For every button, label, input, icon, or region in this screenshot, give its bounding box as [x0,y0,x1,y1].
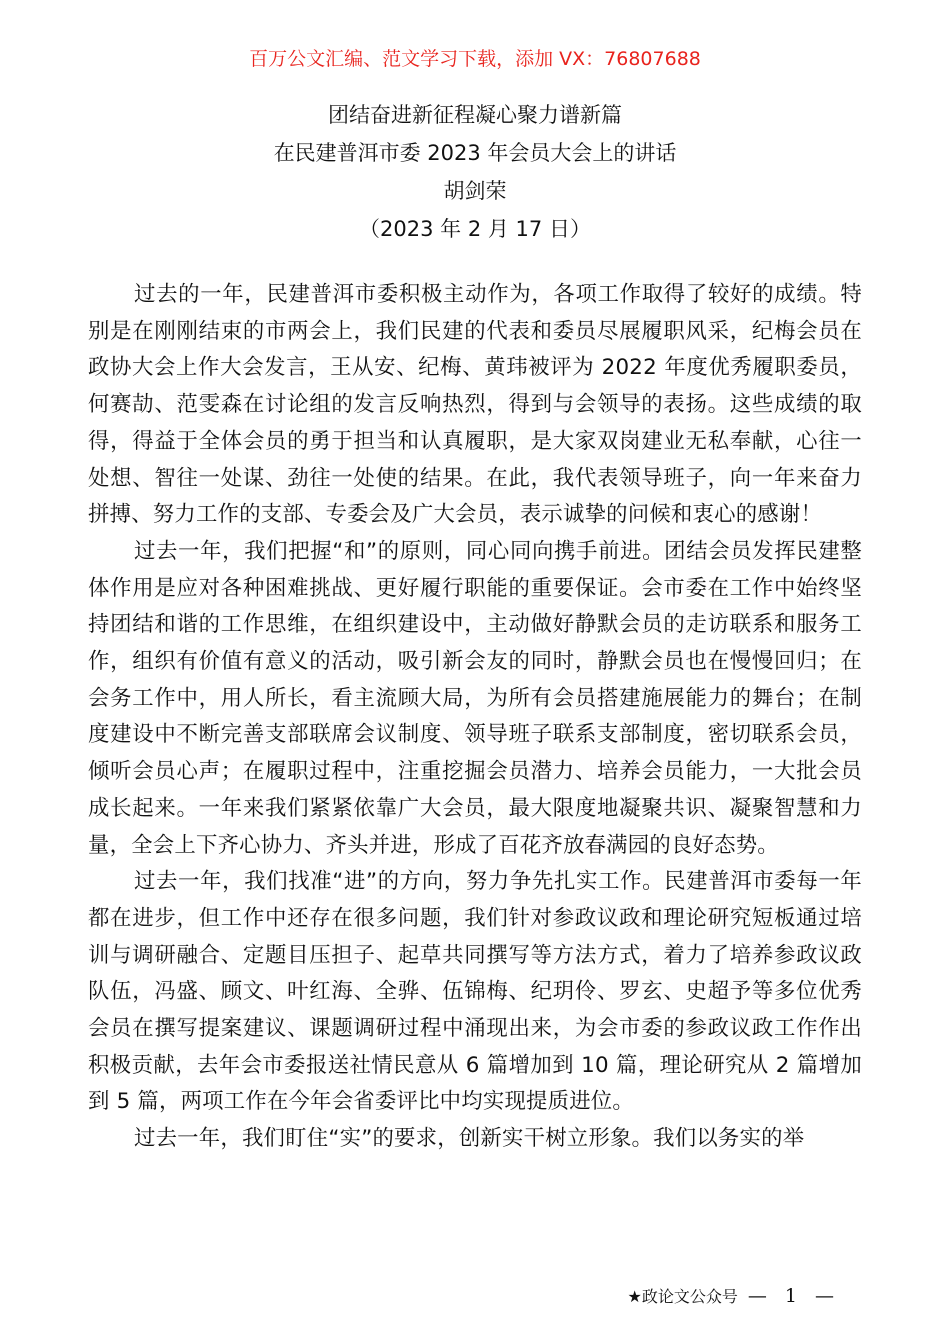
document-title: 团结奋进新征程凝心聚力谱新篇 [328,103,622,127]
document-body [88,277,862,1158]
paragraph: 过去一年，我们找准“进”的方向，努力争先扎实工作。民建普洱市委每一年都在进步，但工作中还存在很多问题，我们针对参政议政和理论研究短板通过培训与调研融合、定题目压担子、起草共同撰写等方法方式，着力了培养参政议政队伍，冯盛、顾文、叶红海、全骅、伍锦梅、纪玥伶、罗玄、史超予等多位优秀会员在撰写提案建议、课题调研过程中涌现出来，为会市委的参政议政工作作出积极贡献，去年会市委报送社情民意从 6 篇增加到 10 篇，理论研究从 2 篇增加到 5 篇，两项工作在今年会省委评比中均实现提质进位。 [88,869,862,1115]
document-subtitle: 在民建普洱市委 2023 年会员大会上的讲话 [273,141,677,165]
page-footer [627,1284,840,1309]
document-header [0,96,950,248]
banner-watermark-text: 百万公文汇编、范文学习下载，添加 VX：76807688 [249,48,701,70]
paragraph: 过去一年，我们把握“和”的原则，同心同向携手前进。团结会员发挥民建整体作用是应对各种困难挑战、更好履行职能的重要保证。会市委在工作中始终坚持团结和谐的工作思维，在组织建设中，主动做好静默会员的走访联系和服务工作，组织有价值有意义的活动，吸引新会友的同时，静默会员也在慢慢回归；在会务工作中，用人所长，看主流顾大局，为所有会员搭建施展能力的舞台；在制度建设中不断完善支部联席会议制度、领导班子联系支部制度，密切联系会员，倾听会员心声；在履职过程中，注重挖掘会员潜力、培养会员能力，一大批会员成长起来。一年来我们紧紧依靠广大会员，最大限度地凝聚共识、凝聚智慧和力量，全会上下齐心协力、齐头并进，形成了百花齐放春满园的良好态势。 [88,538,862,858]
paragraph: 过去一年，我们盯住“实”的要求，创新实干树立形象。我们以务实的举 [134,1126,805,1152]
document-author: 胡剑荣 [443,179,507,203]
paragraph: 过去的一年，民建普洱市委积极主动作为，各项工作取得了较好的成绩。特别是在刚刚结束的市两会上，我们民建的代表和委员尽展履职风采，纪梅会员在政协大会上作大会发言，王从安、纪梅、黄玮被评为 2022 年度优秀履职委员，何赛劼、范雯森在讨论组的发言反响热烈，得到与会领导的表扬。这些成绩的取得，得益于全体会员的勇于担当和认真履职，是大家双岗建业无私奉献，心往一处想、智往一处谋、劲往一处使的结果。在此，我代表领导班子，向一年来奋力拼搏、努力工作的支部、专委会及广大会员，表示诚挚的问候和衷心的感谢！ [88,282,862,528]
footer-source: ★政论文公众号 [627,1287,738,1306]
page-number: — 1 — [747,1285,840,1307]
document-date: （2023 年 2 月 17 日） [359,217,591,241]
